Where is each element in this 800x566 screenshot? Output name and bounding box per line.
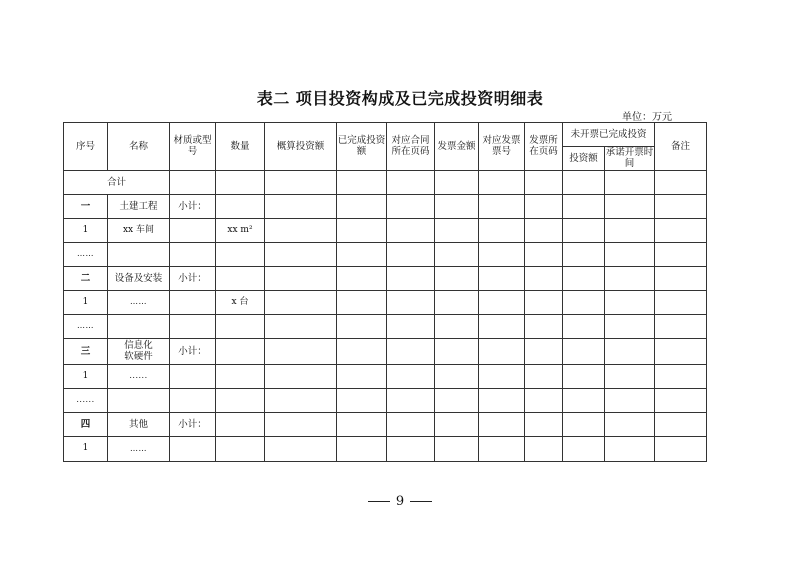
header-quantity: 数量: [216, 123, 265, 171]
page-number-value: 9: [395, 494, 405, 509]
subtotal-label: 小计：: [170, 266, 216, 290]
section-name: 信息化软硬件: [108, 338, 170, 364]
row-more: ......: [64, 388, 108, 412]
total-label: 合计: [64, 170, 170, 194]
section-name: 土建工程: [108, 194, 170, 218]
table-row: [64, 314, 707, 338]
table-row: [64, 218, 707, 242]
row-name: xx 车间: [108, 218, 170, 242]
table-row: [64, 338, 707, 364]
row-seq: 1: [64, 218, 108, 242]
header-row-1: [64, 123, 707, 147]
section-seq: 四: [64, 412, 108, 436]
table-row: [64, 412, 707, 436]
row-name: ……: [108, 436, 170, 461]
table-row: [64, 388, 707, 412]
row-more: ……: [64, 314, 108, 338]
header-completed: 已完成投资额: [337, 123, 387, 171]
header-invoice-number: 对应发票票号: [479, 123, 525, 171]
header-uninvoiced-time: 承诺开票时间: [605, 147, 654, 170]
subtotal-label: 小计：: [170, 338, 216, 364]
table-row: [64, 364, 707, 388]
section-seq: 二: [64, 266, 108, 290]
subtotal-label: 小计：: [170, 194, 216, 218]
table-row: [64, 290, 707, 314]
investment-table: [63, 122, 707, 462]
section-name: 其他: [108, 412, 170, 436]
table-row: [64, 194, 707, 218]
row-name: ......: [108, 364, 170, 388]
page-number: [0, 494, 800, 509]
row-more: ……: [64, 242, 108, 266]
header-uninvoiced-amount: 投资额: [563, 147, 605, 171]
header-seq: 序号: [64, 123, 108, 171]
section-seq: 一: [64, 194, 108, 218]
table-row: [64, 266, 707, 290]
header-uninvoiced: 未开票已完成投资: [563, 123, 655, 147]
row-seq: 1: [64, 290, 108, 314]
table-row: [64, 436, 707, 461]
header-contract-page: 对应合同所在页码: [387, 123, 435, 171]
section-seq: 三: [64, 338, 108, 364]
header-material: 材质或型号: [170, 123, 216, 171]
table-title: 表二 项目投资构成及已完成投资明细表: [256, 89, 544, 108]
table-row: [64, 170, 707, 194]
dash-right: [410, 501, 432, 502]
row-seq: 1: [64, 364, 108, 388]
header-invoice-amount: 发票金额: [435, 123, 479, 171]
row-name: ……: [108, 290, 170, 314]
row-seq: 1: [64, 436, 108, 461]
dash-left: [368, 501, 390, 502]
row-quantity: xx m²: [216, 218, 265, 242]
section-name: 设备及安装: [108, 266, 170, 290]
header-name: 名称: [108, 123, 170, 171]
header-budget: 概算投资额: [265, 123, 337, 171]
row-quantity: x 台: [216, 290, 265, 314]
header-invoice-page: 发票所在页码: [525, 123, 563, 171]
subtotal-label: 小计：: [170, 412, 216, 436]
unit-label: 单位：万元: [622, 112, 672, 123]
header-remark: 备注: [655, 123, 707, 171]
table-row: [64, 242, 707, 266]
